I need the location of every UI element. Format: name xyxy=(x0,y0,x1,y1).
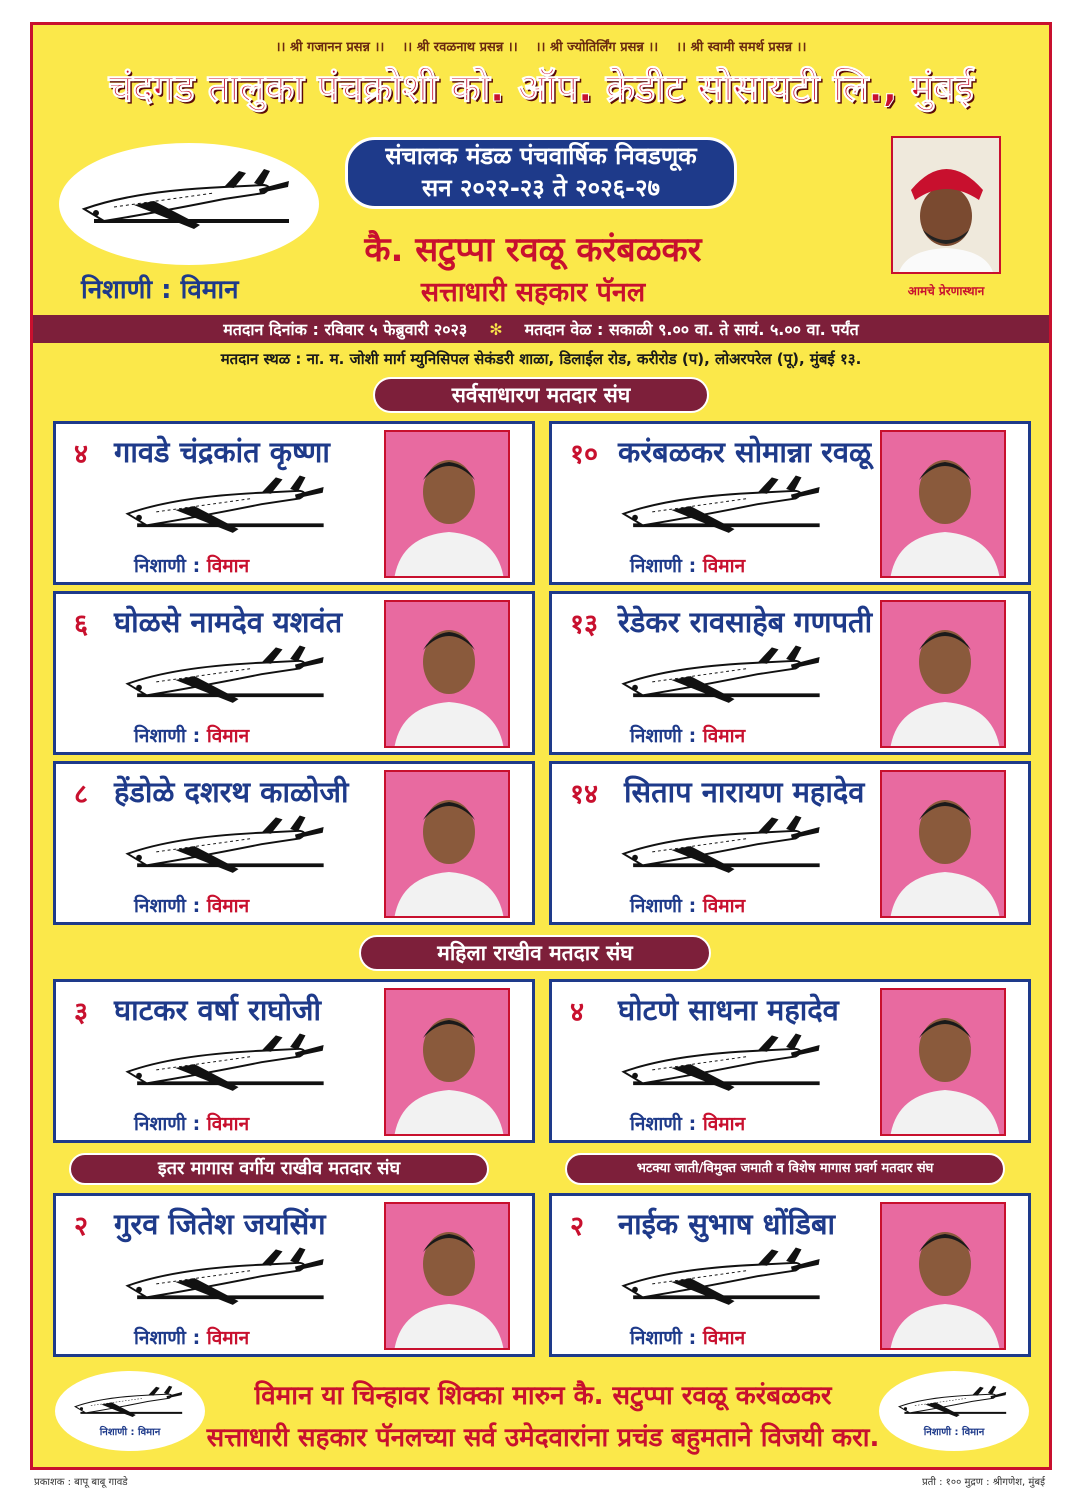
candidate-photo xyxy=(384,770,510,918)
candidate-card xyxy=(53,761,535,925)
symbol-value: विमान xyxy=(206,1327,250,1349)
candidate-symbol xyxy=(134,1110,249,1136)
candidate-name: घाटकर वर्षा राघोजी xyxy=(114,993,322,1027)
candidate-photo xyxy=(880,430,1006,578)
inspiration-caption: आमचे प्रेरणास्थान xyxy=(907,284,985,298)
symbol-value: विमान xyxy=(206,895,250,917)
plane-symbol-badge xyxy=(59,143,319,265)
blessing-1: ।। श्री गजानन प्रसन्न ।। xyxy=(275,40,385,55)
symbol-prefix: निशाणी : xyxy=(134,725,201,747)
footer-symbol-label: निशाणी : विमान xyxy=(99,1427,161,1438)
plane-icon xyxy=(118,814,338,884)
footer-plane-badge-right xyxy=(879,1371,1029,1451)
voting-info-bar xyxy=(33,315,1049,343)
candidate-card xyxy=(549,761,1031,925)
plane-icon xyxy=(614,814,834,884)
candidate-number: १३ xyxy=(570,609,599,640)
candidate-name: करंबळकर सोमान्ना रवळू xyxy=(618,435,872,469)
footer-symbol-label: निशाणी : विमान xyxy=(923,1427,985,1438)
candidate-number: २ xyxy=(570,1211,585,1242)
panel-leader: कै. सटुप्पा रवळू करंबळकर xyxy=(364,230,702,270)
candidate-number: १० xyxy=(570,439,599,470)
symbol-value: विमान xyxy=(702,725,746,747)
section-women: महिला राखीव मतदार संघ xyxy=(359,935,711,971)
symbol-value: विमान xyxy=(702,1327,746,1349)
election-poster xyxy=(30,22,1052,1470)
election-title: संचालक मंडळ पंचवार्षिक निवडणूक xyxy=(385,142,697,170)
footer-plane-badge-left xyxy=(55,1371,205,1451)
candidate-number: १४ xyxy=(570,779,599,810)
candidate-name: घोळसे नामदेव यशवंत xyxy=(114,605,343,639)
plane-icon xyxy=(614,1032,834,1102)
symbol-prefix: निशाणी : xyxy=(630,1113,697,1135)
blessing-3: ।। श्री ज्योतिर्लिंग प्रसन्न ।। xyxy=(535,40,659,55)
plane-icon xyxy=(118,474,338,544)
candidate-name: नाईक सुभाष धोंडिबा xyxy=(618,1207,836,1241)
election-title-box xyxy=(345,137,737,209)
publisher-credit: प्रकाशक : बापू बाबू गावडे xyxy=(34,1477,128,1488)
blessing-2: ।। श्री रवळनाथ प्रसन्न ।। xyxy=(402,40,518,55)
candidate-card xyxy=(549,1193,1031,1357)
symbol-value: विमान xyxy=(206,725,250,747)
person-icon xyxy=(882,1204,1006,1350)
candidate-photo xyxy=(880,988,1006,1136)
symbol-prefix: निशाणी : xyxy=(134,1327,201,1349)
symbol-prefix: निशाणी : xyxy=(134,1113,201,1135)
symbol-prefix: निशाणी : xyxy=(630,1327,697,1349)
plane-icon xyxy=(614,1246,834,1316)
organization-name: चंदगड तालुका पंचक्रोशी को. ऑप. क्रेडीट सोसायटी लि., मुंबई xyxy=(108,66,974,110)
inspiration-portrait-icon xyxy=(893,138,999,272)
voting-time: मतदान वेळ : सकाळी ९.०० वा. ते सायं. ५.०० वा. पर्यंत xyxy=(524,320,859,339)
person-icon xyxy=(882,990,1006,1136)
symbol-value: विमान xyxy=(206,1113,250,1135)
candidate-name: सिताप नारायण महादेव xyxy=(624,775,865,809)
candidate-photo xyxy=(880,600,1006,748)
symbol-value: विमान xyxy=(702,555,746,577)
blessing-4: ।। श्री स्वामी समर्थ प्रसन्न ।। xyxy=(676,40,807,55)
plane-icon xyxy=(894,1384,1014,1424)
plane-icon xyxy=(70,1384,190,1424)
candidate-card xyxy=(53,591,535,755)
person-icon xyxy=(386,602,510,748)
candidate-symbol xyxy=(630,722,745,748)
plane-icon xyxy=(614,474,834,544)
symbol-prefix: निशाणी : xyxy=(134,895,201,917)
plane-icon xyxy=(614,644,834,714)
candidate-card xyxy=(53,421,535,585)
candidate-photo xyxy=(880,1202,1006,1350)
plane-icon xyxy=(118,1032,338,1102)
candidate-name: रेडेकर रावसाहेब गणपती xyxy=(618,605,873,639)
plane-icon xyxy=(118,1246,338,1316)
appeal-line-2: सत्ताधारी सहकार पॅनलच्या सर्व उमेदवारांना प्रचंड बहुमताने विजयी करा. xyxy=(206,1423,880,1453)
candidate-card xyxy=(53,1193,535,1357)
candidate-photo xyxy=(384,1202,510,1350)
person-icon xyxy=(386,1204,510,1350)
section-general: सर्वसाधारण मतदार संघ xyxy=(373,377,709,413)
plane-icon xyxy=(118,644,338,714)
symbol-prefix: निशाणी : xyxy=(630,555,697,577)
blessings-row xyxy=(33,37,1049,55)
candidate-name: घोटणे साधना महादेव xyxy=(618,993,839,1027)
candidate-symbol xyxy=(630,552,745,578)
symbol-value: विमान xyxy=(206,555,250,577)
appeal-line-1: विमान या चिन्हावर शिक्का मारुन कै. सटुप्पा रवळू करंबळकर xyxy=(254,1381,832,1411)
candidate-name: गावडे चंद्रकांत कृष्णा xyxy=(114,435,330,469)
symbol-value: विमान xyxy=(702,1113,746,1135)
candidate-photo xyxy=(880,770,1006,918)
candidate-symbol xyxy=(134,892,249,918)
candidate-symbol xyxy=(630,892,745,918)
person-icon xyxy=(882,432,1006,578)
election-period: सन २०२२-२३ ते २०२६-२७ xyxy=(422,174,660,202)
candidate-number: ४ xyxy=(570,997,585,1028)
candidate-card xyxy=(53,979,535,1143)
voting-date: मतदान दिनांक : रविवार ५ फेब्रुवारी २०२३ xyxy=(223,320,468,339)
candidate-photo xyxy=(384,430,510,578)
candidate-number: ६ xyxy=(74,609,89,640)
symbol-prefix: निशाणी : xyxy=(630,895,697,917)
star-icon: ✻ xyxy=(489,319,503,339)
voting-venue: मतदान स्थळ : ना. म. जोशी मार्ग म्युनिसिपल सेकंडरी शाळा, डिलाईल रोड, करीरोड (प), लोअरपरेल (पू), मुंबई १३. xyxy=(220,350,862,368)
candidate-name: गुरव जितेश जयसिंग xyxy=(114,1207,326,1241)
candidate-symbol xyxy=(630,1110,745,1136)
appeal-text xyxy=(203,1375,883,1459)
symbol-value: विमान xyxy=(702,895,746,917)
candidate-symbol xyxy=(134,1324,249,1350)
section-obc: इतर मागास वर्गीय राखीव मतदार संघ xyxy=(69,1153,489,1185)
printer-credit: प्रती : १०० मुद्रण : श्रीगणेश, मुंबई xyxy=(921,1477,1045,1488)
candidate-photo xyxy=(384,600,510,748)
symbol-label: निशाणी : विमान xyxy=(81,275,239,305)
person-icon xyxy=(882,602,1006,748)
candidate-number: ३ xyxy=(74,997,89,1028)
candidate-card xyxy=(549,979,1031,1143)
plane-icon xyxy=(74,164,304,244)
candidate-card xyxy=(549,421,1031,585)
candidate-card xyxy=(549,591,1031,755)
person-icon xyxy=(882,772,1006,918)
candidate-photo xyxy=(384,988,510,1136)
person-icon xyxy=(386,990,510,1136)
person-icon xyxy=(386,432,510,578)
inspiration-photo xyxy=(891,136,1001,274)
candidate-number: ४ xyxy=(74,439,89,470)
candidate-symbol xyxy=(134,552,249,578)
person-icon xyxy=(386,772,510,918)
candidate-number: २ xyxy=(74,1211,89,1242)
candidate-name: हेंडोळे दशरथ काळोजी xyxy=(114,775,349,809)
symbol-prefix: निशाणी : xyxy=(134,555,201,577)
section-nt: भटक्या जाती/विमुक्त जमाती व विशेष मागास प्रवर्ग मतदार संघ xyxy=(565,1153,1005,1185)
candidate-symbol xyxy=(630,1324,745,1350)
panel-name: सत्ताधारी सहकार पॅनल xyxy=(420,277,646,308)
symbol-prefix: निशाणी : xyxy=(630,725,697,747)
candidate-symbol xyxy=(134,722,249,748)
candidate-number: ८ xyxy=(74,779,89,810)
